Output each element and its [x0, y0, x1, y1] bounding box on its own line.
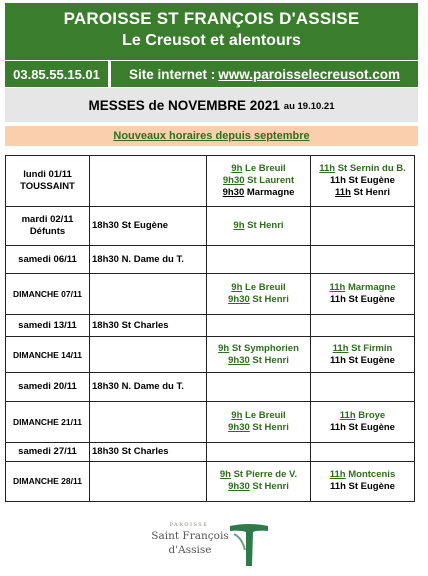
mass-time: 9h30 [222, 187, 245, 199]
mass-time: 11h [329, 469, 346, 481]
parish-title: PAROISSE ST FRANÇOIS D'ASSISE [63, 9, 360, 28]
day-cell [6, 315, 90, 337]
mass-place: 11h St Eugène [330, 294, 395, 305]
evening-mass-cell [90, 461, 207, 501]
late-mass-cell [311, 246, 415, 274]
mass-entry [209, 469, 308, 481]
table-row [6, 207, 415, 246]
parish-banner [5, 3, 418, 60]
day-cell [6, 372, 90, 401]
mass-entry [313, 355, 412, 367]
day-cell [6, 461, 90, 501]
mass-place: St Laurent [247, 175, 295, 187]
day-note: Défunts [29, 226, 66, 238]
schedule-title: MESSES de NOVEMBRE 2021 [88, 97, 280, 113]
mass-time: 11h [335, 187, 351, 199]
late-mass-cell [311, 372, 415, 401]
evening-mass-cell: 18h30 N. Dame du T. [90, 372, 207, 401]
late-mass-cell [311, 207, 415, 246]
contact-bar [5, 61, 418, 87]
mass-place: 11h St Eugène [330, 175, 395, 187]
day-label: DIMANCHE 28/11 [13, 476, 82, 487]
mass-time: 9h30 [228, 421, 250, 433]
table-row [6, 246, 415, 274]
mass-time: 9h [233, 220, 245, 232]
mass-schedule-table [5, 155, 415, 502]
morning-mass-cell [207, 401, 311, 442]
evening-mass-cell: 18h30 N. Dame du T. [90, 246, 207, 274]
evening-mass-cell [90, 273, 207, 314]
day-cell [6, 246, 90, 274]
mass-time: 9h [219, 469, 231, 481]
mass-place: Montcenis [348, 469, 396, 481]
morning-mass-cell [207, 156, 311, 207]
day-label: samedi 27/11 [18, 445, 77, 457]
website-box [111, 61, 418, 87]
morning-mass-cell [207, 246, 311, 274]
mass-entry [209, 294, 308, 306]
mass-entry [313, 175, 412, 187]
logo-name-line2: d'Assise [168, 544, 212, 556]
day-label: samedi 20/11 [18, 380, 77, 392]
mass-place: St Henri [252, 354, 289, 366]
late-mass-cell [311, 337, 415, 373]
table-row [6, 401, 415, 442]
mass-entry [313, 187, 412, 199]
day-cell [6, 156, 90, 207]
schedule-heading [5, 88, 418, 122]
mass-entry [209, 422, 308, 434]
mass-entry [209, 481, 308, 493]
mass-place: Le Breuil [245, 163, 286, 175]
website-link[interactable]: www.paroisselecreusot.com [218, 66, 401, 82]
mass-place: St Henri [247, 220, 284, 232]
mass-entry [313, 282, 412, 294]
parish-subtitle: Le Creusot et alentours [122, 32, 301, 49]
mass-entry [209, 220, 308, 232]
logo-name-line1: Saint François [151, 530, 229, 542]
day-cell [6, 443, 90, 462]
mass-time: 11h [332, 342, 349, 354]
mass-place: St Henri [252, 294, 289, 305]
mass-place: 11h St Eugène [330, 421, 395, 433]
mass-place: Le Breuil [245, 409, 286, 421]
mass-time: 9h [218, 342, 230, 354]
late-mass-cell [311, 273, 415, 314]
day-cell [6, 337, 90, 373]
mass-entry [209, 343, 308, 355]
mass-place: St Henri [252, 481, 289, 493]
mass-entry [313, 163, 412, 175]
mass-place: St Sernin du B. [337, 163, 406, 175]
mass-place: Le Breuil [245, 282, 286, 293]
parish-logo [150, 520, 270, 568]
day-note: TOUSSAINT [20, 181, 75, 193]
day-cell [6, 401, 90, 442]
table-row [6, 315, 415, 337]
morning-mass-cell [207, 315, 311, 337]
table-row [6, 443, 415, 462]
mass-entry [313, 410, 412, 422]
day-label: DIMANCHE 07/11 [13, 289, 82, 299]
mass-place: Broye [358, 409, 386, 421]
late-mass-cell [311, 461, 415, 501]
mass-time: 9h30 [228, 481, 250, 493]
day-label: DIMANCHE 14/11 [13, 349, 82, 360]
mass-time: 11h [329, 282, 346, 293]
evening-mass-cell [90, 156, 207, 207]
mass-time: 9h30 [228, 294, 250, 305]
mass-entry [209, 355, 308, 367]
mass-place: 11h St Eugène [330, 354, 395, 366]
mass-place: St Henri [252, 421, 289, 433]
website-label: Site internet : [128, 66, 216, 82]
morning-mass-cell [207, 443, 311, 462]
late-mass-cell [311, 156, 415, 207]
mass-entry [313, 469, 412, 481]
table-row [6, 156, 415, 207]
mass-time: 9h [231, 282, 243, 293]
mass-place: St Firmin [351, 342, 393, 354]
mass-entry [209, 163, 308, 175]
mass-time: 11h [319, 163, 336, 175]
table-row [6, 337, 415, 373]
schedule-date: au 19.10.21 [283, 100, 335, 112]
day-label: samedi 06/11 [18, 253, 77, 265]
day-label: mardi 02/11 [21, 214, 74, 226]
mass-time: 9h30 [228, 354, 250, 366]
phone-number: 03.85.55.15.01 [5, 61, 108, 87]
day-label: lundi 01/11 [23, 169, 72, 181]
evening-mass-cell: 18h30 St Charles [90, 443, 207, 462]
evening-mass-cell [90, 337, 207, 373]
mass-time: 9h30 [222, 175, 245, 187]
late-mass-cell [311, 443, 415, 462]
mass-place: Marmagne [347, 282, 396, 293]
evening-mass-cell: 18h30 St Eugène [90, 207, 207, 246]
mass-place: St Symphorien [231, 342, 299, 354]
day-label: DIMANCHE 21/11 [13, 416, 82, 427]
table-row [6, 372, 415, 401]
mass-entry [313, 343, 412, 355]
mass-entry [209, 410, 308, 422]
mass-place: St Pierre de V. [233, 469, 298, 481]
morning-mass-cell [207, 461, 311, 501]
mass-place: 11h St Eugène [330, 481, 395, 493]
morning-mass-cell [207, 372, 311, 401]
day-label: samedi 13/11 [18, 319, 77, 331]
mass-entry [209, 187, 308, 199]
logo-small-text: PAROISSE [169, 522, 209, 528]
mass-place: St Henri [353, 187, 390, 199]
mass-time: 11h [339, 409, 356, 421]
new-schedule-notice: Nouveaux horaires depuis septembre [5, 126, 418, 146]
late-mass-cell [311, 401, 415, 442]
morning-mass-cell [207, 207, 311, 246]
mass-entry [209, 282, 308, 294]
tau-cross-logo-icon [228, 520, 270, 568]
mass-time: 9h [231, 163, 243, 175]
day-cell [6, 273, 90, 314]
mass-place: Marmagne [246, 187, 295, 199]
evening-mass-cell [90, 401, 207, 442]
mass-time: 9h [231, 409, 243, 421]
mass-entry [209, 175, 308, 187]
mass-entry [313, 422, 412, 434]
mass-entry [313, 294, 412, 306]
morning-mass-cell [207, 273, 311, 314]
evening-mass-cell: 18h30 St Charles [90, 315, 207, 337]
table-row [6, 273, 415, 314]
late-mass-cell [311, 315, 415, 337]
schedule-body [6, 156, 415, 502]
day-cell [6, 207, 90, 246]
mass-entry [313, 481, 412, 493]
morning-mass-cell [207, 337, 311, 373]
table-row [6, 461, 415, 501]
